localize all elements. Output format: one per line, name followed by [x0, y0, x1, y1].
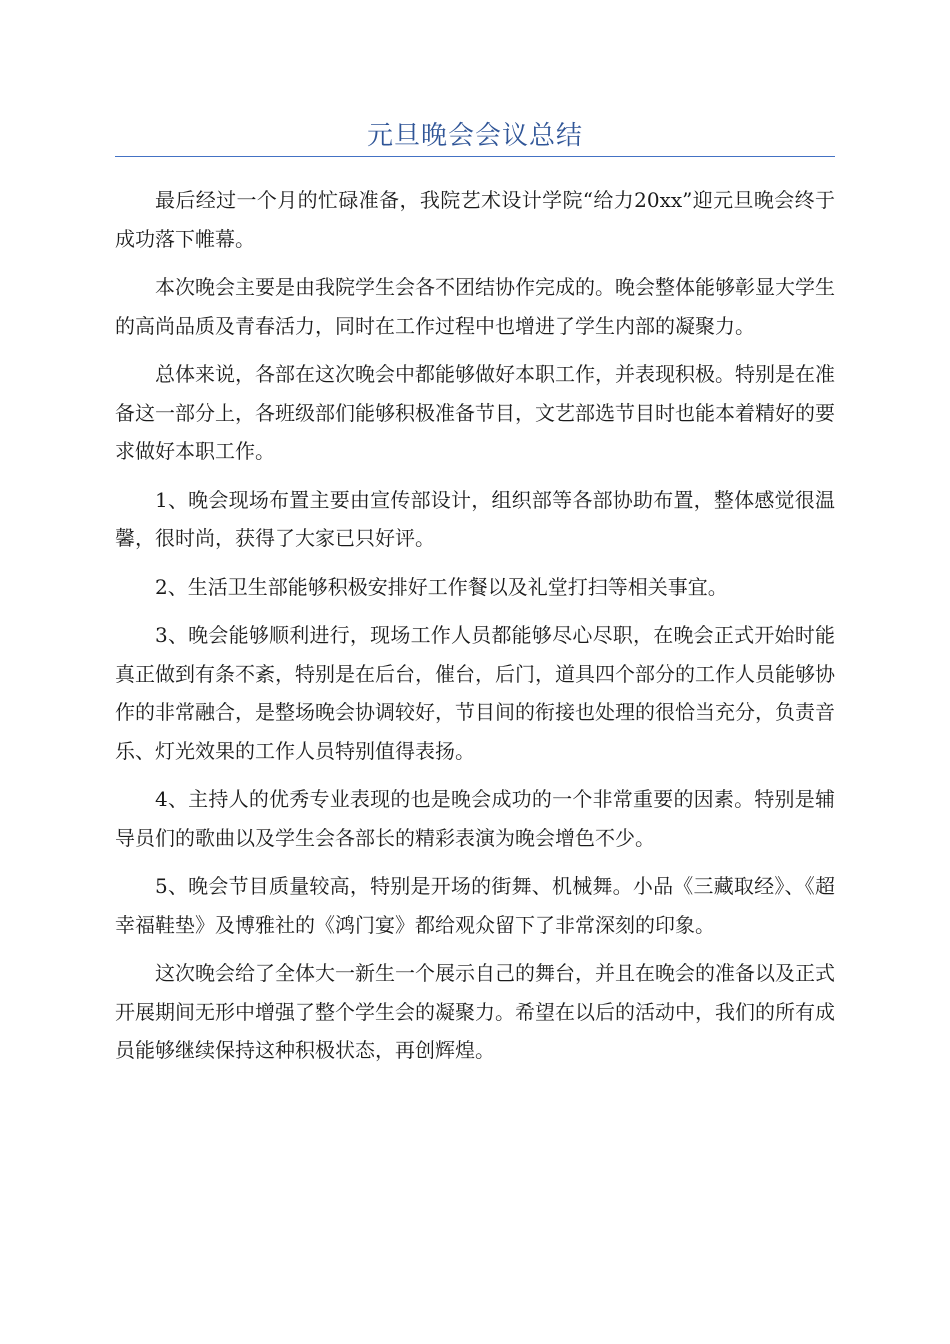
paragraph-organization: 本次晚会主要是由我院学生会各不团结协作完成的。晚会整体能够彰显大学生的高尚品质及青春活力，同时在工作过程中也增进了学生内部的凝聚力。: [115, 275, 835, 338]
paragraph-point-3: 3、晚会能够顺利进行，现场工作人员都能够尽心尽职，在晚会正式开始时能真正做到有条不紊，特别是在后台，催台，后门，道具四个部分的工作人员能够协作的非常融合，是整场晚会协调较好，节目间的衔接也处理的很恰当充分，负责音乐、灯光效果的工作人员特别值得表扬。: [115, 623, 835, 763]
title-underline: [115, 156, 835, 157]
paragraph-point-4: 4、主持人的优秀专业表现的也是晚会成功的一个非常重要的因素。特别是辅导员们的歌曲以及学生会各部长的精彩表演为晚会增色不少。: [115, 787, 835, 850]
paragraph-point-5: 5、晚会节目质量较高，特别是开场的街舞、机械舞。小品《三藏取经》、《超幸福鞋垫》及博雅社的《鸿门宴》都给观众留下了非常深刻的印象。: [115, 874, 835, 937]
document-title: 元旦晚会会议总结: [366, 121, 583, 151]
paragraph-intro: 最后经过一个月的忙碌准备，我院艺术设计学院“给力20xx”迎元旦晚会终于成功落下帷幕。: [115, 188, 835, 251]
paragraph-point-2: 2、生活卫生部能够积极安排好工作餐以及礼堂打扫等相关事宜。: [155, 574, 728, 599]
document-page: [115, 0, 835, 1080]
document-body: [115, 181, 835, 1070]
paragraph-overall: 总体来说，各部在这次晚会中都能够做好本职工作，并表现积极。特别是在准备这一部分上，各班级部们能够积极准备节目，文艺部选节目时也能本着精好的要求做好本职工作。: [115, 362, 835, 463]
paragraph-conclusion: 这次晚会给了全体大一新生一个展示自己的舞台，并且在晚会的准备以及正式开展期间无形中增强了整个学生会的凝聚力。希望在以后的活动中，我们的所有成员能够继续保持这种积极状态，再创辉煌。: [115, 961, 835, 1062]
paragraph-point-1: 1、晚会现场布置主要由宣传部设计，组织部等各部协助布置，整体感觉很温馨，很时尚，获得了大家已只好评。: [115, 487, 835, 550]
